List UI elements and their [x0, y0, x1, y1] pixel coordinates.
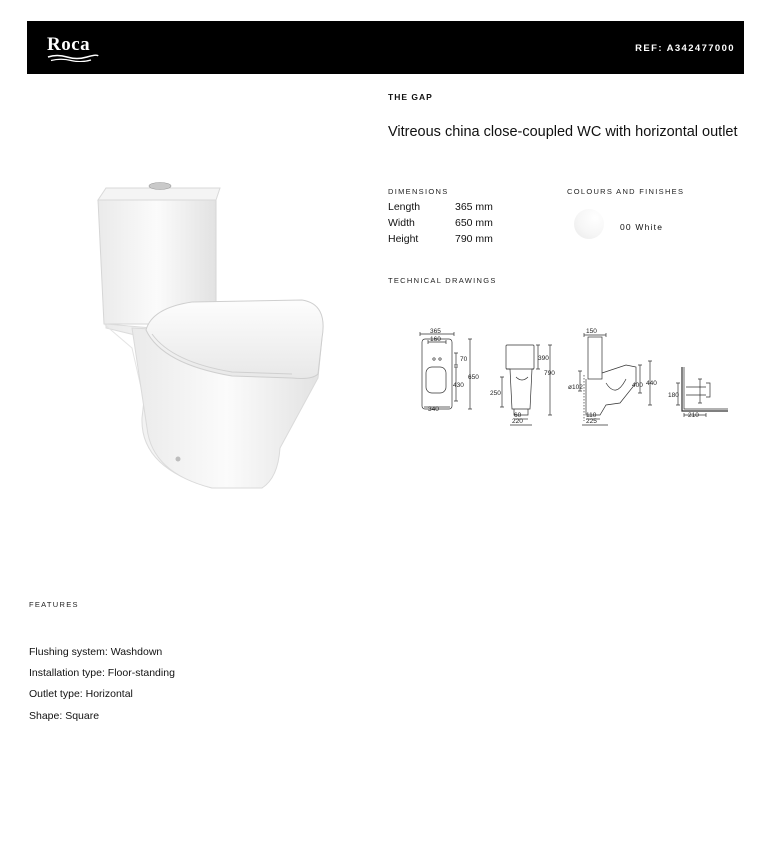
dimension-label: 150 [586, 328, 597, 335]
feature-item: Outlet type: Horizontal [29, 688, 133, 700]
header-bar [27, 21, 744, 74]
dimension-label: 180 [668, 392, 679, 399]
outlet-detail-drawing [676, 367, 728, 417]
brand-name: Roca [47, 34, 91, 55]
dimension-label: 430 [453, 382, 464, 389]
dimension-value: 365 mm [455, 201, 493, 213]
dimension-label: 790 [544, 370, 555, 377]
top-view-drawing [420, 332, 472, 409]
product-reference: REF: A342477000 [635, 43, 735, 54]
technical-drawings-label: TECHNICAL DRAWINGS [388, 276, 497, 285]
colours-label: COLOURS AND FINISHES [567, 187, 685, 196]
dimension-label: 440 [646, 380, 657, 387]
product-series: THE GAP [388, 92, 433, 102]
dimension-label: 340 [428, 406, 439, 413]
dimension-label: 210 [688, 412, 699, 419]
features-label: FEATURES [29, 600, 79, 609]
dimension-name: Length [388, 201, 421, 213]
dimension-label: 60 [514, 412, 522, 419]
product-title: Vitreous china close-coupled WC with horizontal outlet [388, 124, 738, 140]
technical-drawings [410, 325, 740, 430]
dimension-label: 400 [632, 382, 643, 389]
dimension-name: Height [388, 233, 419, 245]
dimension-label: 70 [460, 356, 468, 363]
logo-wave-icon [47, 54, 99, 62]
feature-item: Shape: Square [29, 710, 100, 722]
dimension-name: Width [388, 217, 415, 229]
dimension-label: 250 [490, 390, 501, 397]
dimension-label: 160 [430, 336, 441, 343]
dimension-label: 220 [512, 418, 523, 425]
dimension-label: 225 [586, 418, 597, 425]
dimension-label: ø102 [568, 384, 583, 391]
dimensions-label: DIMENSIONS [388, 187, 449, 196]
dimension-label: 365 [430, 328, 441, 335]
dimension-label: 110 [586, 412, 597, 419]
dimension-label: 650 [468, 374, 479, 381]
colour-swatch-white [574, 209, 604, 239]
dimension-value: 650 mm [455, 217, 493, 229]
dimension-label: 390 [538, 355, 549, 362]
roca-logo [47, 35, 107, 65]
colour-name: 00 White [620, 222, 664, 232]
toilet-product-photo [92, 178, 332, 498]
dimension-value: 790 mm [455, 233, 493, 245]
feature-item: Installation type: Floor-standing [29, 667, 175, 679]
feature-item: Flushing system: Washdown [29, 646, 163, 658]
